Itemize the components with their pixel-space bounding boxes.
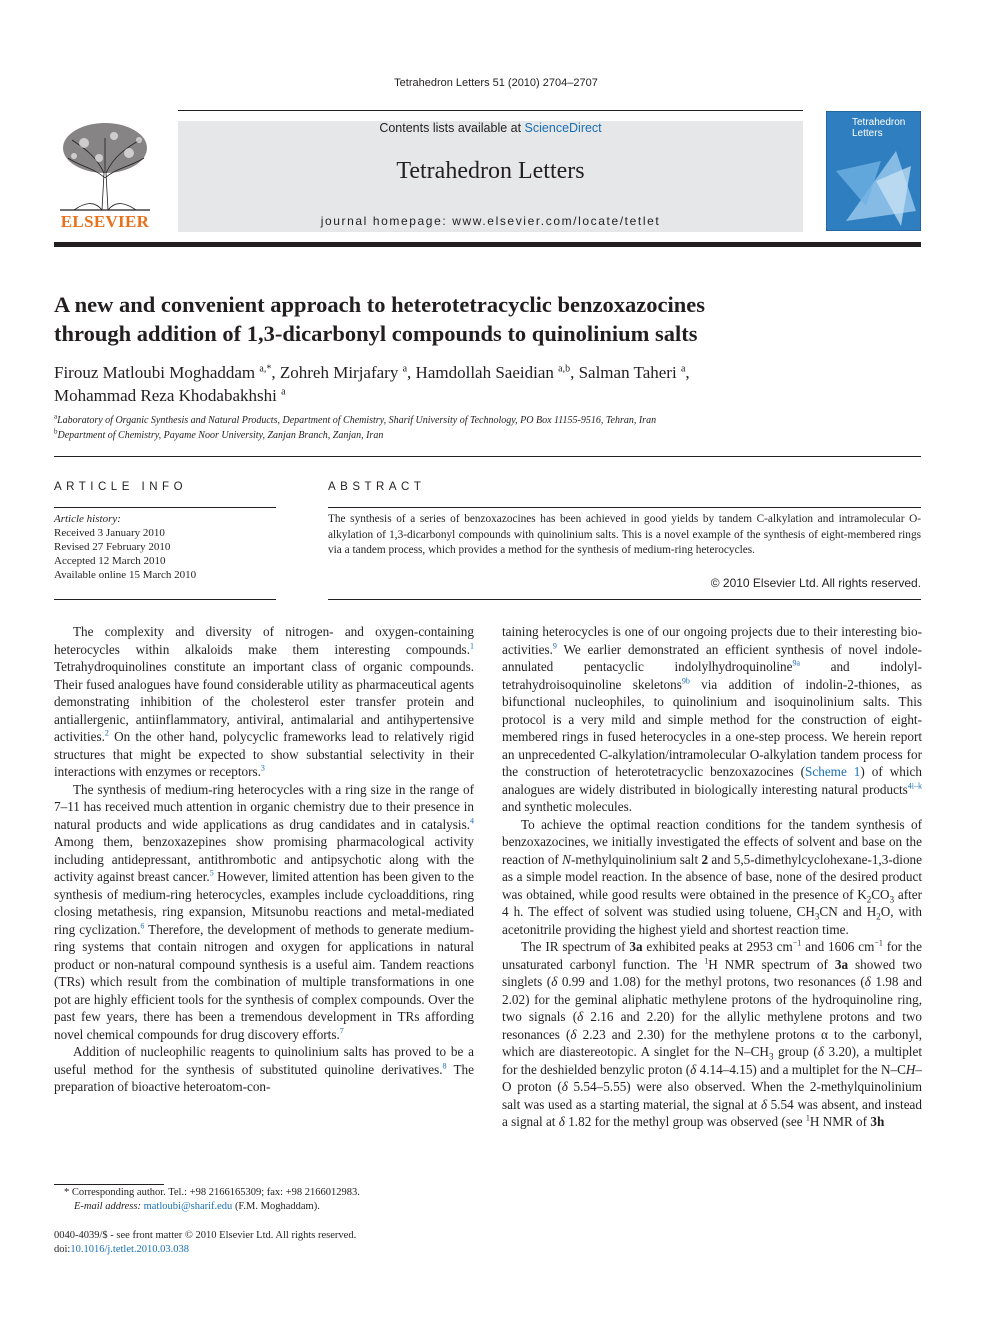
- history-received: Received 3 January 2010: [54, 527, 165, 539]
- affiliation-rule: [54, 456, 921, 457]
- running-head: Tetrahedron Letters 51 (2010) 2704–2707: [394, 77, 598, 89]
- sciencedirect-link[interactable]: ScienceDirect: [524, 121, 602, 135]
- abstract-copyright: © 2010 Elsevier Ltd. All rights reserved.: [710, 576, 921, 590]
- author-2[interactable]: Zohreh Mirjafary $^a$: [279, 363, 408, 382]
- author-5[interactable]: Mohammad Reza Khodabakhshi $^a$: [54, 386, 286, 405]
- body-column-left: [54, 623, 474, 1096]
- contents-prefix: Contents lists available at: [379, 121, 525, 135]
- history-revised: Revised 27 February 2010: [54, 541, 171, 553]
- abstract-bottom-rule: [328, 599, 921, 600]
- elsevier-wordmark: ELSEVIER: [60, 212, 150, 231]
- history-label: Article history:: [54, 513, 121, 525]
- cover-title-line1: Tetrahedron: [852, 117, 906, 128]
- header-thick-rule: [54, 242, 921, 247]
- article-title-line1: A new and convenient approach to heterotetracyclic benzoxazocines: [54, 292, 705, 317]
- body-paragraph: taining heterocycles is one of our ongoing projects due to their interesting bio-activities.$^9$ We earlier demonstrated an efficient synthesis of novel indole-annulated pentacyclic indolylhydroquinoline$^{9a}$ and indolyl-tetrahydroisoquinoline skeletons$^{9b}$ via addition of indolin-2-thiones, as bifunctional nucleophiles, to quinolinium and isoquinolinium salts. This protocol is a very mild and simple method for the construction of eight-membered rings in fused heterocycles in a one-step process. We herein report an unprecedented C-alkylation/intramolecular O-alkylation tandem process for the construction of heterotetracyclic benzoxazocines (Scheme 1) of which analogues are widely distributed in biologically interesting natural products$^{4i-k}$ and synthetic molecules.: [502, 624, 923, 814]
- history-accepted: Accepted 12 March 2010: [54, 555, 166, 567]
- body-paragraph: The synthesis of medium-ring heterocycles with a ring size in the range of 7–11 has received much attention in organic chemistry due to their presence in natural products and wide applications as drug candidates and in catalysis.$^4$ Among them, benzoxazepines show promising pharmacological activity including antidepressant, antithrombotic and antipsychotic along with the activity against breast cancer.$^5$ However, limited attention has been given to the synthesis of medium-ring heterocycles, examples include cycloadditions, ring closing metathesis, ring expansion, Mitsunobu reactions and metal-mediated ring cyclization.$^6$ Therefore, the development of methods to generate medium-ring systems that contain nitrogen and oxygen for applications in natural product or non-natural compound synthesis is a useful aim. Tandem reactions (TRs) which result from the combination of multiple transformations in one pot are highly efficient tools for the synthesis of complex compounds. Over the past few years, there has been a tremendous development in TRs affording novel chemical compounds for drug discovery efforts.$^7$: [54, 781, 475, 1042]
- elsevier-tree-icon: [54, 118, 156, 212]
- email-link[interactable]: matloubi@sharif.edu: [143, 1201, 233, 1212]
- author-4[interactable]: Salman Taheri $^a$: [578, 363, 686, 382]
- cover-title-line2: Letters: [852, 128, 883, 139]
- front-matter: 0040-4039/$ - see front matter © 2010 Elsevier Ltd. All rights reserved. doi:10.1016/j.tetlet.2010.03.038: [54, 1229, 474, 1257]
- body-column-right: [502, 623, 922, 1131]
- body-paragraph: The IR spectrum of 3a exhibited peaks at 2953 $cm^{-1}$ and 1606 $cm^{-1}$ for the unsaturated carbonyl function. The $^1$H NMR spectrum of 3a showed two singlets (δ 0.99 and 1.08) for the methyl protons, two resonances (δ 1.98 and 2.02) for the geminal aliphatic methylene protons of the hydroquinoline ring, two signals (δ 2.16 and 2.20) for the allylic methylene protons and two resonances (δ 2.23 and 2.30) for the methylene protons α to the carbonyl, which are diastereotopic. A singlet for the $N-CH_3$ group (δ 3.20), a multiplet for the deshielded benzylic proton (δ 4.14–4.15) and a multiplet for the N–CH–O proton (δ 5.54–5.55) were also observed. When the 2-methylquinolinium salt was used as a starting material, the signal at δ 5.54 was absent, and instead a signal at δ 1.82 for the methyl group was observed (see $^1$H NMR of 3h: [502, 938, 923, 1129]
- history-online: Available online 15 March 2010: [54, 569, 197, 581]
- footnote-rule: [54, 1184, 164, 1185]
- journal-cover: [826, 111, 921, 231]
- author-1[interactable]: Firouz Matloubi Moghaddam $^{a,*}$: [54, 363, 272, 382]
- front-matter-line: 0040-4039/$ - see front matter © 2010 Elsevier Ltd. All rights reserved.: [54, 1230, 357, 1241]
- article-title: [54, 290, 924, 348]
- affiliation-b: $^b$Department of Chemistry, Payame Noor University, Zanjan Branch, Zanjan, Iran: [54, 427, 384, 441]
- journal-title: Tetrahedron Letters: [396, 158, 585, 184]
- header-rule: [178, 110, 803, 111]
- body-paragraph: Addition of nucleophilic reagents to quinolinium salts has proved to be a useful method for the synthesis of substituted quinoline derivatives.$^8$ The preparation of bioactive heteroatom-con-: [54, 1044, 475, 1094]
- body-paragraph: To achieve the optimal reaction conditions for the tandem synthesis of benzoxazocines, we initially investigated the effects of solvent and base on the reaction of N-methylquinolinium salt 2 and 5,5-dimethylcyclohexane-1,3-dione as a simple model reaction. In the absence of base, none of the desired product was obtained, while good results were obtained in the presence of $K_2CO_3$ after 4 h. The effect of solvent was studied using toluene, $CH_3CN$ and $H_2O$, with acetonitrile providing the highest yield and shortest reaction time.: [502, 816, 923, 937]
- body-paragraph: The complexity and diversity of nitrogen- and oxygen-containing heterocycles within alkaloids make them interesting compounds.$^1$ Tetrahydroquinolines constitute an important class of organic compounds. Their fused analogues have found considerable utility as pharmaceutical agents demonstrating inhibition of the cholesterol ester transfer protein and antiallergenic, antiinflammatory, antiviral, antimalarial and antihypertensive activities.$^2$ On the other hand, polycyclic frameworks lead to relatively rigid structures that might be expected to show substantial selectivity in their interactions with enzymes or receptors.$^3$: [54, 624, 474, 779]
- article-title-line2: through addition of 1,3-dicarbonyl compounds to quinolinium salts: [54, 321, 698, 346]
- article-history: [54, 512, 276, 582]
- abstract-heading: ABSTRACT: [328, 481, 426, 493]
- author-3[interactable]: Hamdollah Saeidian $^{a,b}$: [415, 363, 571, 382]
- doi-link[interactable]: 10.1016/j.tetlet.2010.03.038: [70, 1244, 190, 1255]
- footnote-corresponding: * Corresponding author. Tel.: +98 2166165309; fax: +98 2166012983. E-mail address: matloubi@sharif.edu (F.M. Moghaddam).: [64, 1187, 360, 1212]
- author-list: Firouz Matloubi Moghaddam $^{a,*}$, Zohreh Mirjafary $^a$, Hamdollah Saeidian $^{a,b}$, Salman Taheri $^a$, Mohammad Reza Khodabakhshi $^a$: [54, 363, 690, 405]
- article-info-bottom-rule: [54, 599, 276, 600]
- article-info-heading: ARTICLE INFO: [54, 481, 188, 493]
- abstract-rule: [328, 507, 921, 508]
- affiliation-a: $^a$Laboratory of Organic Synthesis and Natural Products, Department of Chemistry, Sharif University of Technology, PO Box 11155-9516, Tehran, Iran: [54, 412, 657, 426]
- journal-homepage[interactable]: journal homepage: www.elsevier.com/locate/tetlet: [320, 214, 661, 228]
- article-info-rule: [54, 507, 276, 508]
- abstract-text: The synthesis of a series of benzoxazocines has been achieved in good yields by tandem C-alkylation and intramolecular O-alkylation of 1,3-dicarbonyl compounds with quinolinium salts. This is a novel example of the synthesis of eight-membered rings via a tandem process, which provides a method for the synthesis of medium-ring heterocycles.: [328, 513, 921, 556]
- contents-line: [178, 121, 803, 135]
